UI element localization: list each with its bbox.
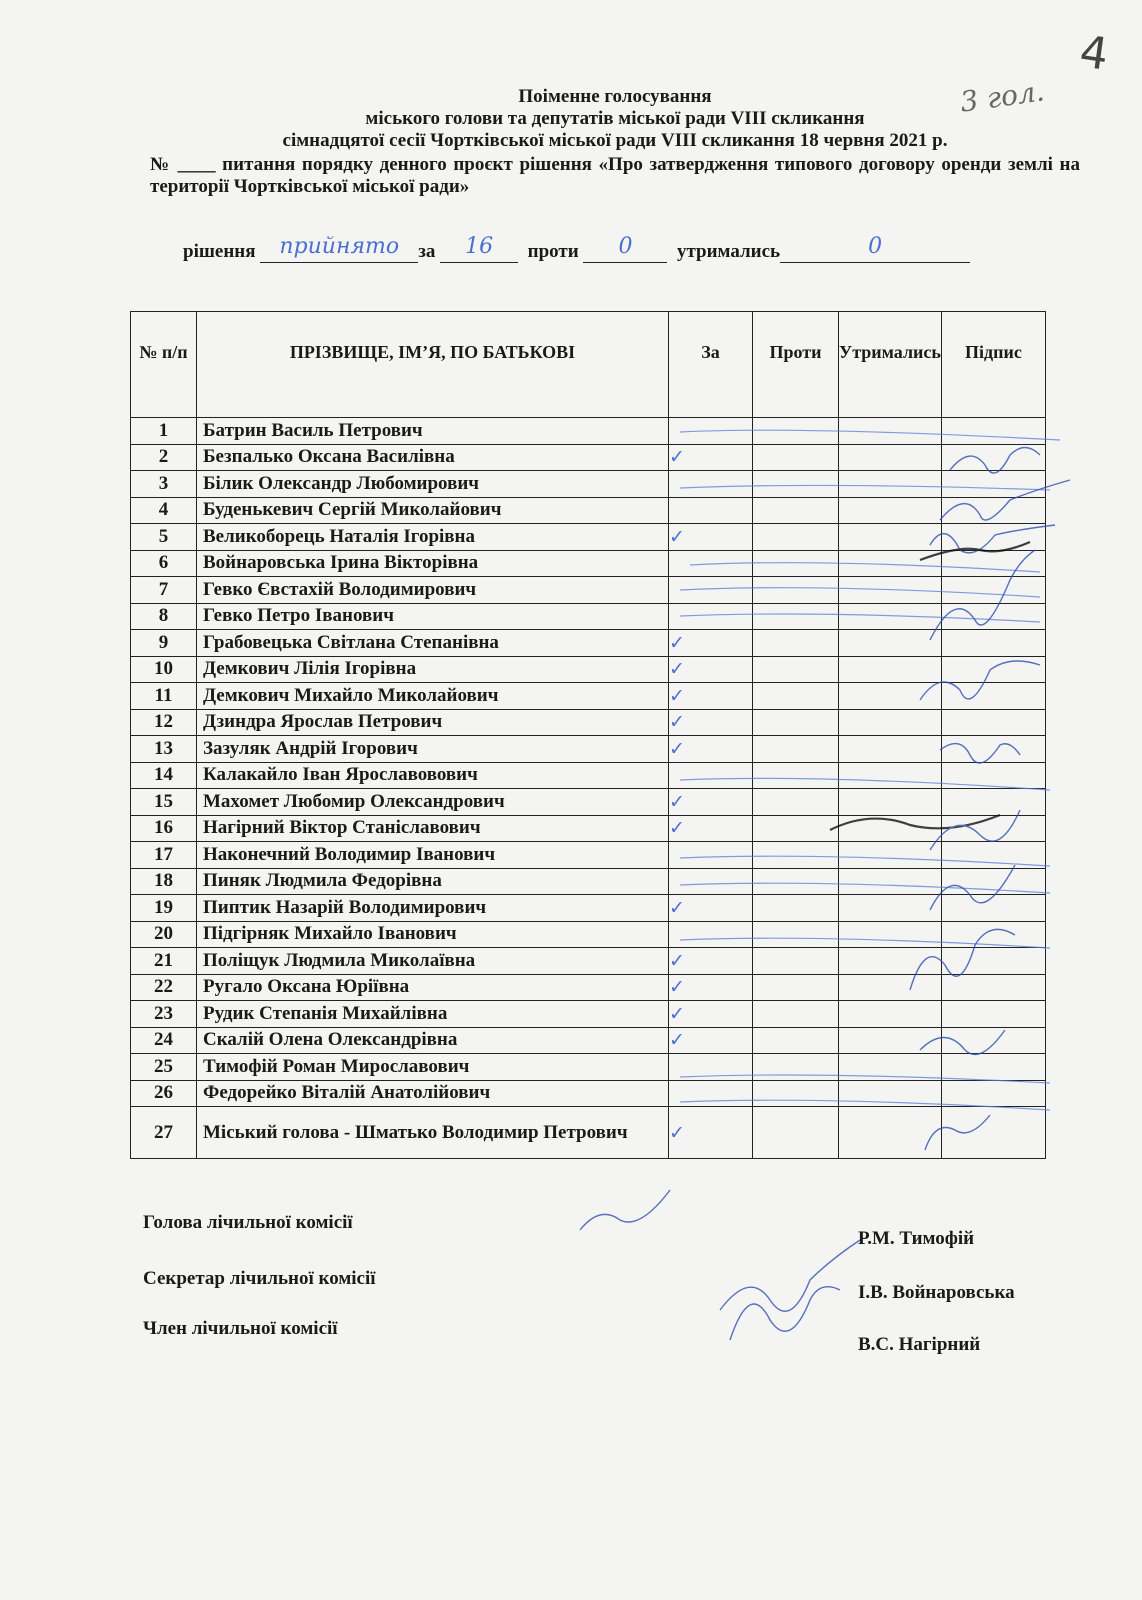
for-value: 16 xyxy=(465,234,494,259)
member-name: Дзиндра Ярослав Петрович xyxy=(197,709,669,736)
document-title: Поіменне голосування xyxy=(518,86,712,107)
member-name: Підгірняк Михайло Іванович xyxy=(197,921,669,948)
member-name: Махомет Любомир Олександрович xyxy=(197,789,669,816)
table-row xyxy=(131,842,1046,869)
header-abstain: Утримались xyxy=(839,312,942,418)
signature xyxy=(730,1287,840,1340)
header-for: За xyxy=(669,312,753,418)
vote-for-mark: ✓ xyxy=(669,815,753,842)
vote-against-cell xyxy=(753,709,839,736)
header-signature: Підпис xyxy=(941,312,1045,418)
row-number: 18 xyxy=(131,868,197,895)
row-number: 11 xyxy=(131,683,197,710)
row-number: 5 xyxy=(131,524,197,551)
vote-abstain-cell xyxy=(839,471,942,498)
row-number: 12 xyxy=(131,709,197,736)
table-row xyxy=(131,550,1046,577)
row-number: 6 xyxy=(131,550,197,577)
agenda-item: № ____ питання порядку денного проєкт рішення «Про затвердження типового договору оренди землі на території Чортківської міської ради» xyxy=(150,154,1080,197)
signature-cell xyxy=(941,603,1045,630)
vote-for-mark: ✓ xyxy=(669,948,753,975)
signature-cell xyxy=(941,974,1045,1001)
vote-against-cell xyxy=(753,974,839,1001)
vote-against-cell xyxy=(753,1054,839,1081)
vote-abstain-cell xyxy=(839,550,942,577)
row-number: 2 xyxy=(131,444,197,471)
signature-cell xyxy=(941,524,1045,551)
table-row xyxy=(131,815,1046,842)
vote-for-mark xyxy=(669,497,753,524)
table-header-row xyxy=(131,312,1046,418)
vote-abstain-cell xyxy=(839,497,942,524)
member-name: Великоборець Наталія Ігорівна xyxy=(197,524,669,551)
vote-against-cell xyxy=(753,736,839,763)
header-line-2: міського голови та депутатів міської ради VIII скликання xyxy=(365,108,865,129)
vote-abstain-cell xyxy=(839,815,942,842)
signature-cell xyxy=(941,868,1045,895)
vote-for-mark xyxy=(669,842,753,869)
row-number: 7 xyxy=(131,577,197,604)
table-row xyxy=(131,974,1046,1001)
signature-cell xyxy=(941,656,1045,683)
abstain-value: 0 xyxy=(868,234,883,259)
row-number: 9 xyxy=(131,630,197,657)
row-number: 26 xyxy=(131,1080,197,1107)
row-number: 21 xyxy=(131,948,197,975)
signature-cell xyxy=(941,497,1045,524)
vote-for-mark xyxy=(669,921,753,948)
vote-abstain-cell xyxy=(839,444,942,471)
for-value-field xyxy=(440,234,518,263)
vote-against-cell xyxy=(753,1001,839,1028)
member-name: Ругало Оксана Юріївна xyxy=(197,974,669,1001)
vote-abstain-cell xyxy=(839,921,942,948)
signature-cell xyxy=(941,948,1045,975)
against-value: 0 xyxy=(618,234,633,259)
against-value-field xyxy=(583,234,667,263)
vote-abstain-cell xyxy=(839,656,942,683)
vote-abstain-cell xyxy=(839,1080,942,1107)
signature-cell xyxy=(941,444,1045,471)
vote-abstain-cell xyxy=(839,762,942,789)
vote-against-cell xyxy=(753,1027,839,1054)
vote-abstain-cell xyxy=(839,630,942,657)
vote-abstain-cell xyxy=(839,1107,942,1159)
signature-cell xyxy=(941,736,1045,763)
page-number: 4 xyxy=(1076,26,1112,81)
row-number: 16 xyxy=(131,815,197,842)
member-name: Пиняк Людмила Федорівна xyxy=(197,868,669,895)
vote-against-cell xyxy=(753,895,839,922)
vote-against-cell xyxy=(753,444,839,471)
vote-abstain-cell xyxy=(839,577,942,604)
row-number: 3 xyxy=(131,471,197,498)
header-num: № п/п xyxy=(131,312,197,418)
member-name: Міський голова - Шматько Володимир Петрович xyxy=(197,1107,669,1159)
member-name: Білик Олександр Любомирович xyxy=(197,471,669,498)
abstain-value-field xyxy=(780,234,970,263)
signature xyxy=(580,1190,670,1230)
table-row xyxy=(131,656,1046,683)
vote-against-cell xyxy=(753,630,839,657)
signature-cell xyxy=(941,895,1045,922)
vote-against-cell xyxy=(753,577,839,604)
vote-abstain-cell xyxy=(839,1054,942,1081)
member-name: Безпалько Оксана Василівна xyxy=(197,444,669,471)
vote-for-mark xyxy=(669,550,753,577)
vote-abstain-cell xyxy=(839,868,942,895)
member-name: Демкович Лілія Ігорівна xyxy=(197,656,669,683)
secretary-label: Секретар лічильної комісії xyxy=(143,1268,376,1289)
table-row xyxy=(131,895,1046,922)
row-number: 13 xyxy=(131,736,197,763)
row-number: 25 xyxy=(131,1054,197,1081)
vote-against-cell xyxy=(753,550,839,577)
signature-cell xyxy=(941,577,1045,604)
row-number: 22 xyxy=(131,974,197,1001)
vote-against-cell xyxy=(753,683,839,710)
vote-against-cell xyxy=(753,921,839,948)
vote-abstain-cell xyxy=(839,1027,942,1054)
vote-against-cell xyxy=(753,868,839,895)
vote-abstain-cell xyxy=(839,1001,942,1028)
row-number: 17 xyxy=(131,842,197,869)
signature-cell xyxy=(941,815,1045,842)
vote-for-mark: ✓ xyxy=(669,1107,753,1159)
member-name: Батрин Василь Петрович xyxy=(197,418,669,445)
signature-cell xyxy=(941,550,1045,577)
table-row xyxy=(131,789,1046,816)
signature-cell xyxy=(941,1027,1045,1054)
vote-against-cell xyxy=(753,471,839,498)
vote-for-mark: ✓ xyxy=(669,630,753,657)
table-row xyxy=(131,418,1046,445)
vote-abstain-cell xyxy=(839,948,942,975)
signature-cell xyxy=(941,842,1045,869)
vote-against-cell xyxy=(753,842,839,869)
row-number: 8 xyxy=(131,603,197,630)
vote-against-cell xyxy=(753,1080,839,1107)
member-name: Демкович Михайло Миколайович xyxy=(197,683,669,710)
member-name: Скалій Олена Олександрівна xyxy=(197,1027,669,1054)
vote-for-mark: ✓ xyxy=(669,683,753,710)
decision-line xyxy=(183,234,970,263)
table-row xyxy=(131,444,1046,471)
row-number: 14 xyxy=(131,762,197,789)
member-name: Тимофій Роман Мирославович xyxy=(197,1054,669,1081)
table-row xyxy=(131,1054,1046,1081)
table-row xyxy=(131,1001,1046,1028)
row-number: 24 xyxy=(131,1027,197,1054)
table-row xyxy=(131,709,1046,736)
vote-against-cell xyxy=(753,789,839,816)
vote-abstain-cell xyxy=(839,683,942,710)
row-number: 23 xyxy=(131,1001,197,1028)
table-row xyxy=(131,948,1046,975)
decision-value: прийнято xyxy=(279,234,400,259)
vote-against-cell xyxy=(753,418,839,445)
vote-for-mark xyxy=(669,577,753,604)
table-row xyxy=(131,603,1046,630)
vote-abstain-cell xyxy=(839,418,942,445)
vote-against-cell xyxy=(753,948,839,975)
vote-against-cell xyxy=(753,1107,839,1159)
vote-for-mark xyxy=(669,603,753,630)
vote-for-mark: ✓ xyxy=(669,444,753,471)
vote-for-mark: ✓ xyxy=(669,974,753,1001)
member-name: Нагірний Віктор Станіславович xyxy=(197,815,669,842)
vote-for-mark xyxy=(669,868,753,895)
table-row xyxy=(131,683,1046,710)
table-row xyxy=(131,497,1046,524)
signature-cell xyxy=(941,789,1045,816)
chair-name: Р.М. Тимофій xyxy=(858,1228,975,1249)
row-number: 1 xyxy=(131,418,197,445)
vote-for-mark: ✓ xyxy=(669,1001,753,1028)
vote-abstain-cell xyxy=(839,974,942,1001)
document-header xyxy=(150,86,1080,198)
row-number: 4 xyxy=(131,497,197,524)
member-name: Грабовецька Світлана Степанівна xyxy=(197,630,669,657)
header-line-3: сімнадцятої сесії Чортківської міської ради VIII скликання 18 червня 2021 р. xyxy=(282,130,948,151)
signature xyxy=(720,1240,860,1311)
vote-for-mark: ✓ xyxy=(669,736,753,763)
row-number: 10 xyxy=(131,656,197,683)
vote-abstain-cell xyxy=(839,789,942,816)
table-row xyxy=(131,1080,1046,1107)
signature-cell xyxy=(941,709,1045,736)
member-name: В.С. Нагірний xyxy=(858,1334,981,1355)
vote-abstain-cell xyxy=(839,603,942,630)
vote-for-mark: ✓ xyxy=(669,895,753,922)
vote-abstain-cell xyxy=(839,524,942,551)
signature-cell xyxy=(941,418,1045,445)
member-name: Федорейко Віталій Анатолійович xyxy=(197,1080,669,1107)
signature-cell xyxy=(941,762,1045,789)
vote-against-cell xyxy=(753,524,839,551)
vote-against-cell xyxy=(753,656,839,683)
member-label: Член лічильної комісії xyxy=(143,1318,338,1339)
signature-cell xyxy=(941,1080,1045,1107)
vote-against-cell xyxy=(753,603,839,630)
member-name: Рудик Степанія Михайлівна xyxy=(197,1001,669,1028)
header-against: Проти xyxy=(753,312,839,418)
row-number: 20 xyxy=(131,921,197,948)
vote-abstain-cell xyxy=(839,709,942,736)
member-name: Наконечний Володимир Іванович xyxy=(197,842,669,869)
signature-cell xyxy=(941,1054,1045,1081)
vote-for-mark: ✓ xyxy=(669,656,753,683)
row-number: 19 xyxy=(131,895,197,922)
vote-abstain-cell xyxy=(839,736,942,763)
against-label: проти xyxy=(527,241,579,262)
vote-for-mark xyxy=(669,1054,753,1081)
table-row xyxy=(131,577,1046,604)
vote-for-mark xyxy=(669,471,753,498)
table-row xyxy=(131,868,1046,895)
vote-for-mark: ✓ xyxy=(669,1027,753,1054)
signature-cell xyxy=(941,921,1045,948)
for-label: за xyxy=(418,241,436,262)
signature-cell xyxy=(941,683,1045,710)
row-number: 27 xyxy=(131,1107,197,1159)
table-row xyxy=(131,1107,1046,1159)
member-name: Калакайло Іван Ярославовович xyxy=(197,762,669,789)
member-name: Гевко Євстахій Володимирович xyxy=(197,577,669,604)
table-row xyxy=(131,630,1046,657)
member-name: Поліщук Людмила Миколаївна xyxy=(197,948,669,975)
decision-label: рішення xyxy=(183,241,256,262)
vote-abstain-cell xyxy=(839,842,942,869)
table-row xyxy=(131,471,1046,498)
member-name: Пиптик Назарій Володимирович xyxy=(197,895,669,922)
table-row xyxy=(131,762,1046,789)
table-row xyxy=(131,921,1046,948)
decision-value-field xyxy=(260,234,418,263)
handwritten-note: 3 гол. xyxy=(958,74,1047,119)
abstain-label: утримались xyxy=(676,241,781,262)
vote-for-mark: ✓ xyxy=(669,789,753,816)
signature-cell xyxy=(941,1001,1045,1028)
table-row xyxy=(131,1027,1046,1054)
member-name: Войнаровська Ірина Вікторівна xyxy=(197,550,669,577)
row-number: 15 xyxy=(131,789,197,816)
vote-for-mark xyxy=(669,762,753,789)
vote-for-mark: ✓ xyxy=(669,524,753,551)
secretary-name: І.В. Войнаровська xyxy=(858,1282,1015,1303)
chair-label: Голова лічильної комісії xyxy=(143,1212,353,1233)
signature-cell xyxy=(941,471,1045,498)
header-name: ПРІЗВИЩЕ, ІМ’Я, ПО БАТЬКОВІ xyxy=(197,312,669,418)
vote-table xyxy=(130,311,1046,1159)
member-name: Зазуляк Андрій Ігорович xyxy=(197,736,669,763)
vote-for-mark: ✓ xyxy=(669,709,753,736)
member-name: Гевко Петро Іванович xyxy=(197,603,669,630)
vote-against-cell xyxy=(753,762,839,789)
table-row xyxy=(131,736,1046,763)
vote-for-mark xyxy=(669,1080,753,1107)
vote-against-cell xyxy=(753,815,839,842)
vote-against-cell xyxy=(753,497,839,524)
vote-abstain-cell xyxy=(839,895,942,922)
signature-cell xyxy=(941,630,1045,657)
member-name: Буденькевич Сергій Миколайович xyxy=(197,497,669,524)
table-row xyxy=(131,524,1046,551)
vote-for-mark xyxy=(669,418,753,445)
signature-cell xyxy=(941,1107,1045,1159)
